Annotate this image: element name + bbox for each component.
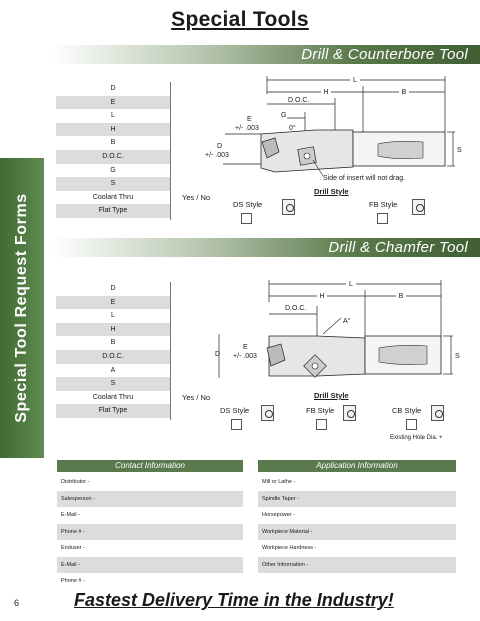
- spec-table-counterbore: [56, 82, 211, 218]
- contact-field-salesperson[interactable]: Salesperson -: [57, 491, 243, 508]
- application-info-header: Application Information: [258, 460, 456, 472]
- spec-row-coolant: [56, 391, 211, 405]
- dim-doc: D.O.C.: [285, 305, 307, 312]
- dim-s: S: [457, 147, 462, 154]
- contact-info-header: Contact Information: [57, 460, 243, 472]
- dim-b: B: [398, 293, 404, 300]
- dim-l: L: [353, 77, 357, 84]
- contact-field-distributor[interactable]: Distributor -: [61, 479, 90, 485]
- spec-row-l: [56, 309, 170, 323]
- spec-table-chamfer: [56, 282, 211, 418]
- spec-row-l: [56, 109, 170, 123]
- spec-row-s: [56, 177, 170, 191]
- note-insert-drag: Side of insert will not drag.: [323, 175, 406, 182]
- spec-label: B: [110, 339, 116, 347]
- app-field-horsepower[interactable]: Horsepower -: [262, 512, 296, 518]
- spec-label: L: [111, 312, 115, 320]
- spec-row-flat-type: [56, 204, 170, 218]
- section-title: Drill & Chamfer Tool: [328, 239, 468, 256]
- app-field-workpiece-hardness[interactable]: Workpiece Hardness -: [262, 545, 317, 551]
- dim-l: L: [349, 281, 353, 288]
- page-number: 6: [14, 598, 20, 608]
- insert-cb-icon: [431, 405, 444, 421]
- table-divider: [170, 82, 171, 220]
- footer-slogan: Fastest Delivery Time in the Industry!: [74, 590, 394, 610]
- spec-row-s: [56, 377, 170, 391]
- drill-style-label: Drill Style: [314, 391, 349, 400]
- spec-label: H: [110, 325, 116, 333]
- style-cb-label: CB Style: [392, 406, 422, 415]
- page-title: Special Tools: [171, 8, 309, 31]
- spec-label: S: [110, 180, 116, 188]
- insert-ds-icon: [282, 199, 295, 215]
- spec-label: Coolant Thru: [92, 193, 134, 201]
- dim-a-angle: A°: [343, 318, 351, 325]
- section-header-counterbore: [52, 45, 480, 64]
- contact-field-email[interactable]: E-Mail -: [61, 512, 80, 518]
- dim-e: E: [247, 116, 252, 123]
- spec-row-h: [56, 123, 170, 137]
- spec-row-b: [56, 136, 170, 150]
- spec-label: B: [110, 139, 116, 147]
- style-fb-checkbox[interactable]: [377, 213, 388, 224]
- spec-row-doc: [56, 150, 170, 164]
- app-field-workpiece-material[interactable]: Workpiece Material -: [258, 524, 456, 541]
- spec-label: S: [110, 380, 116, 388]
- dim-h: H: [319, 293, 325, 300]
- spec-row-e: [56, 296, 170, 310]
- spec-label: E: [110, 298, 116, 306]
- style-ds-checkbox[interactable]: [241, 213, 252, 224]
- style-cb-checkbox[interactable]: [406, 419, 417, 430]
- existing-hole-label: Existing Hole Dia. +: [390, 435, 443, 441]
- spec-label: Coolant Thru: [92, 393, 134, 401]
- style-ds-label: DS Style: [233, 200, 263, 209]
- dim-d: D: [217, 143, 223, 150]
- style-fb-label: FB Style: [306, 406, 335, 415]
- coolant-options[interactable]: Yes / No: [182, 192, 211, 202]
- spec-row-flat-type: [56, 404, 170, 418]
- spec-label: H: [110, 125, 116, 133]
- dim-e-tolerance: +/- .003: [235, 125, 259, 132]
- drill-style-label: Drill Style: [314, 187, 349, 196]
- spec-row-a: [56, 364, 170, 378]
- dim-g: G: [281, 112, 287, 119]
- spec-row-b: [56, 336, 170, 350]
- insert-ds-icon: [261, 405, 274, 421]
- spec-label: E: [110, 98, 116, 106]
- dim-d-tolerance: +/- .003: [205, 152, 229, 159]
- dim-s: S: [455, 353, 460, 360]
- insert-fb-icon: [412, 199, 425, 215]
- spec-label: L: [111, 112, 115, 120]
- dim-zero-degree: 0°: [289, 125, 296, 132]
- insert-fb-icon: [343, 405, 356, 421]
- spec-row-coolant: [56, 191, 211, 205]
- spec-row-e: [56, 96, 170, 110]
- app-field-mill-or-lathe[interactable]: Mill or Lathe -: [262, 479, 296, 485]
- section-header-chamfer: [52, 238, 480, 257]
- coolant-options[interactable]: Yes / No: [182, 392, 211, 402]
- spec-label: Flat Type: [98, 407, 128, 415]
- spec-row-h: [56, 323, 170, 337]
- style-fb-checkbox[interactable]: [316, 419, 327, 430]
- spec-row-d: [56, 282, 170, 296]
- dim-e-tolerance: +/- .003: [233, 353, 257, 360]
- spec-label: Flat Type: [98, 207, 128, 215]
- spec-label: D.O.C.: [102, 152, 124, 160]
- contact-field-enduser-email[interactable]: E-Mail -: [57, 557, 243, 574]
- style-fb-label: FB Style: [369, 200, 398, 209]
- table-divider: [170, 282, 171, 420]
- spec-label: D: [110, 85, 116, 92]
- dim-doc: D.O.C.: [288, 97, 310, 104]
- spec-label: G: [110, 166, 116, 174]
- dim-e: E: [243, 344, 248, 351]
- contact-field-phone[interactable]: Phone # -: [57, 524, 243, 541]
- app-field-other-information[interactable]: Other Information -: [258, 557, 456, 574]
- section-title: Drill & Counterbore Tool: [301, 46, 468, 63]
- dim-h: H: [323, 89, 329, 96]
- spec-row-d: [56, 82, 170, 96]
- spec-label: A: [110, 366, 116, 374]
- spec-row-doc: [56, 350, 170, 364]
- style-ds-label: DS Style: [220, 406, 250, 415]
- style-ds-checkbox[interactable]: [231, 419, 242, 430]
- contact-field-enduser[interactable]: Enduser -: [61, 545, 85, 551]
- spec-label: D.O.C.: [102, 352, 124, 360]
- dim-b: B: [401, 89, 407, 96]
- dim-d: D: [215, 351, 221, 358]
- contact-field-enduser-phone[interactable]: Phone # -: [61, 578, 85, 584]
- spec-row-g: [56, 164, 170, 178]
- side-banner-text: Special Tool Request Forms: [13, 193, 30, 423]
- chamfer-tool-diagram: [205, 278, 475, 398]
- app-field-spindle-taper[interactable]: Spindle Taper -: [258, 491, 456, 508]
- spec-label: D: [110, 285, 116, 292]
